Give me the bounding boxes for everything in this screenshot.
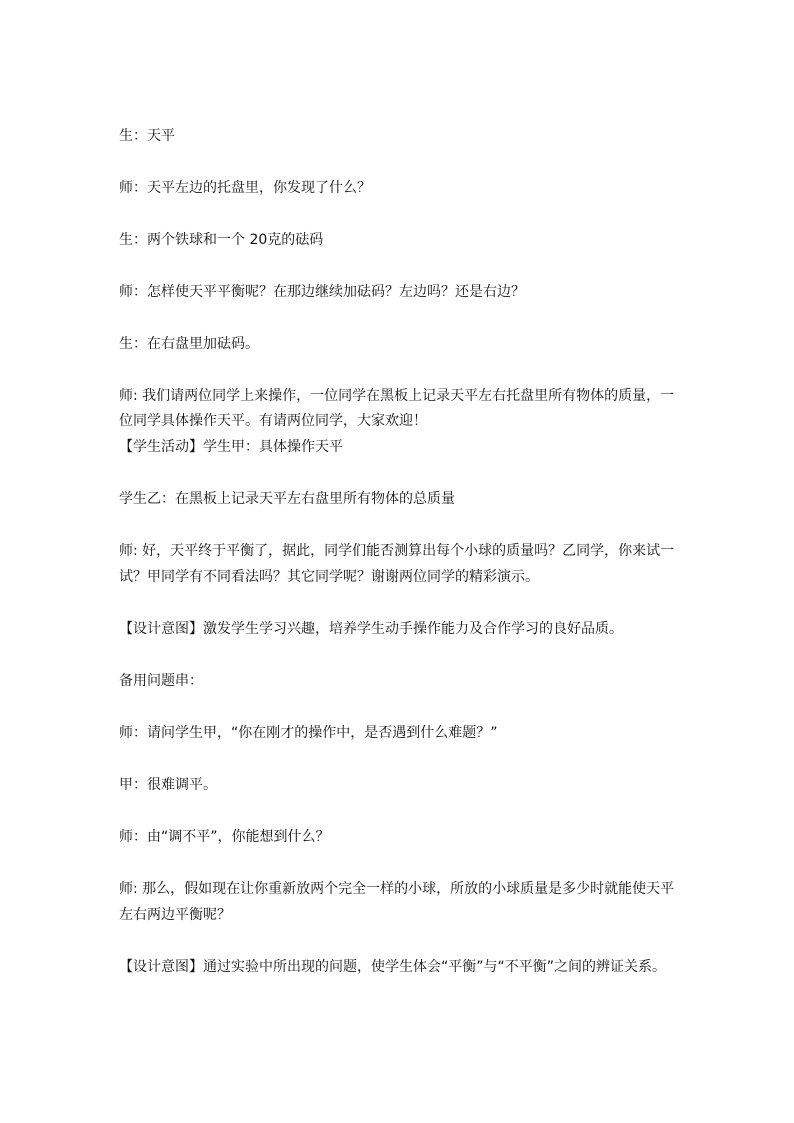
paragraph: 师：怎样使天平平衡呢？在那边继续加砝码？左边吗？还是右边？	[119, 284, 525, 300]
paragraph: 师：请问学生甲，“你在刚才的操作中，是否遇到什么难题？”	[119, 725, 498, 741]
paragraph: 生：两个铁球和一个 20克的砝码	[119, 232, 324, 248]
paragraph: 生：在右盘里加砝码。	[119, 336, 259, 352]
paragraph: 试？甲同学有不同看法吗？其它同学呢？谢谢两位同学的精彩演示。	[119, 569, 539, 585]
paragraph: 生：天平	[119, 128, 175, 144]
paragraph: 甲：很难调平。	[119, 777, 217, 793]
paragraph: 学生乙：在黑板上记录天平左右盘里所有物体的总质量	[119, 491, 455, 507]
paragraph: 备用问题串：	[119, 673, 203, 689]
paragraph: 师：由“调不平”，你能想到什么？	[119, 829, 330, 845]
paragraph: 【学生活动】学生甲：具体操作天平	[119, 439, 343, 455]
paragraph: 左右两边平衡呢？	[119, 907, 231, 923]
paragraph: 师: 好，天平终于平衡了，据此，同学们能否测算出每个小球的质量吗？乙同学，你来试一	[119, 543, 675, 559]
paragraph: 师: 我们请两位同学上来操作，一位同学在黑板上记录天平左右托盘里所有物体的质量，一	[119, 388, 675, 404]
paragraph: 师：天平左边的托盘里，你发现了什么？	[119, 180, 371, 196]
paragraph: 位同学具体操作天平。有请两位同学，大家欢迎！	[119, 413, 427, 429]
paragraph: 【设计意图】通过实验中所出现的问题，使学生体会“平衡”与“不平衡”之间的辨证关系。	[119, 959, 667, 975]
paragraph: 【设计意图】激发学生学习兴趣，培养学生动手操作能力及合作学习的良好品质。	[119, 621, 623, 637]
paragraph: 师: 那么，假如现在让你重新放两个完全一样的小球，所放的小球质量是多少时就能使天平	[119, 881, 675, 897]
